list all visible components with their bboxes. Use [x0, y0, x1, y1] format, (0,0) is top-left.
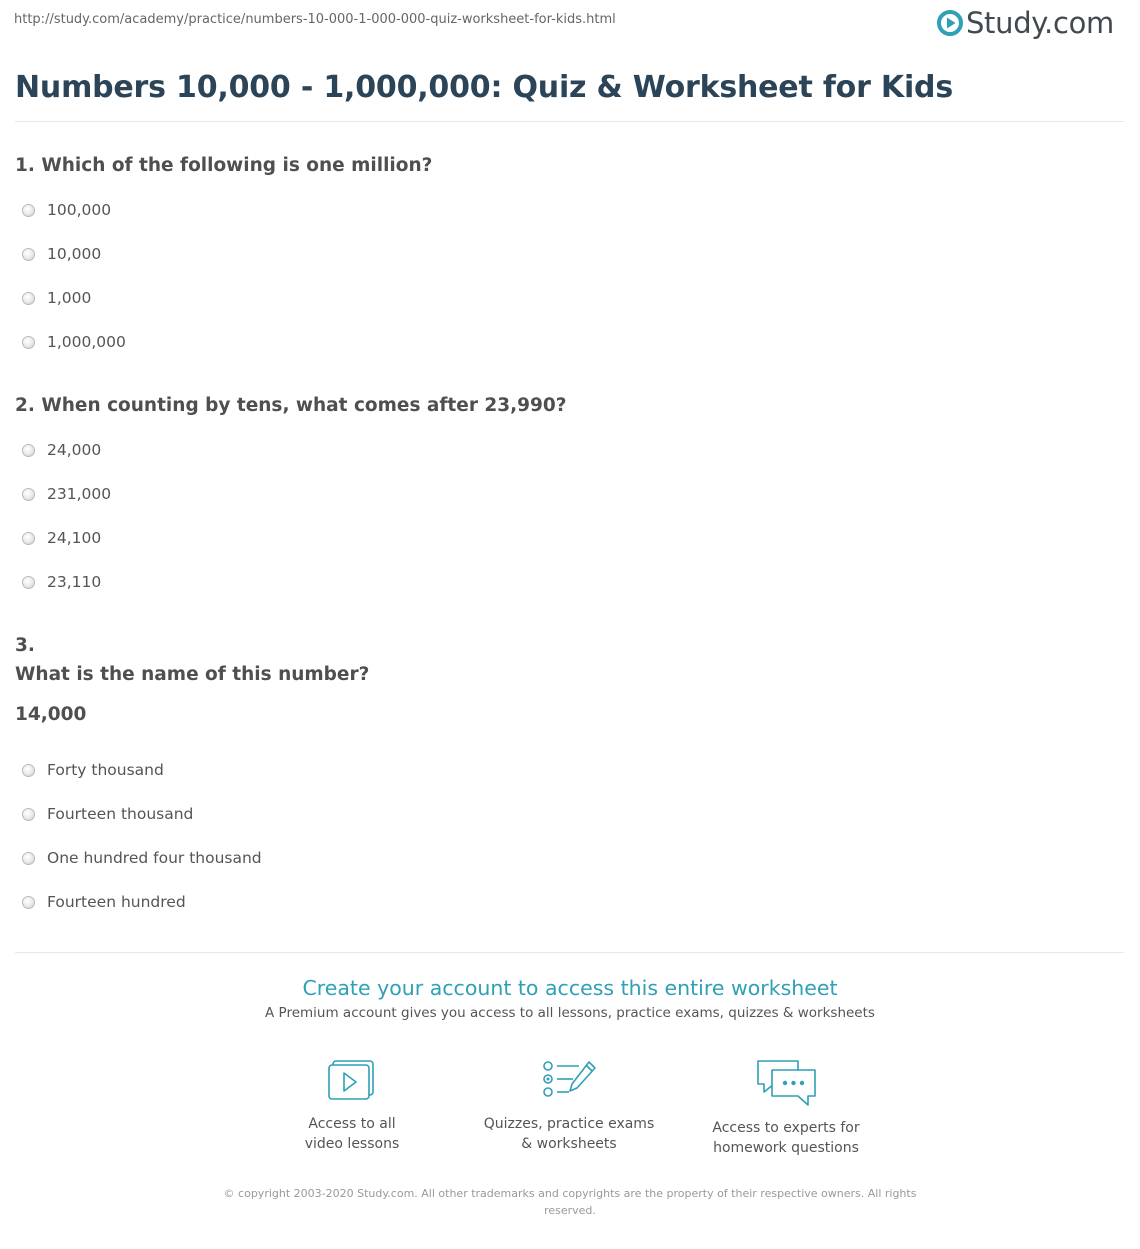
radio-button[interactable]	[22, 808, 35, 821]
video-lessons-icon	[324, 1058, 380, 1104]
choice-label: 1,000	[47, 289, 92, 307]
choice-2-4[interactable]	[22, 572, 101, 592]
study-logo[interactable]	[937, 6, 1114, 40]
choice-label: 1,000,000	[47, 333, 126, 351]
quiz-checklist-icon	[539, 1058, 599, 1104]
copyright: © copyright 2003-2020 Study.com. All other trademarks and copyrights are the property of their respective owners. All rights reserved.	[223, 1187, 917, 1217]
choice-label: 23,110	[47, 573, 102, 591]
choice-label: One hundred four thousand	[47, 849, 262, 867]
question-3: What is the name of this number?	[15, 664, 370, 685]
choice-label: 24,100	[47, 529, 102, 547]
title-divider	[15, 121, 1124, 122]
feature-line: homework questions	[713, 1140, 859, 1156]
radio-button[interactable]	[22, 576, 35, 589]
feature-experts	[676, 1058, 896, 1158]
choice-2-2[interactable]	[22, 484, 111, 504]
choice-2-3[interactable]	[22, 528, 101, 548]
choice-3-4[interactable]	[22, 892, 186, 912]
choice-label: 10,000	[47, 245, 102, 263]
radio-button[interactable]	[22, 532, 35, 545]
choice-label: 100,000	[47, 201, 112, 219]
feature-line: Access to all	[308, 1116, 396, 1132]
choice-3-3[interactable]	[22, 848, 262, 868]
play-circle-icon	[937, 10, 963, 36]
feature-line: Access to experts for	[712, 1120, 860, 1136]
radio-button[interactable]	[22, 488, 35, 501]
chat-experts-icon	[754, 1058, 818, 1108]
cta-subtitle: A Premium account gives you access to all lessons, practice exams, quizzes & worksheets	[265, 1005, 875, 1021]
choice-label: 231,000	[47, 485, 112, 503]
choice-3-1[interactable]	[22, 760, 164, 780]
radio-button[interactable]	[22, 336, 35, 349]
choice-label: Forty thousand	[47, 761, 164, 779]
choice-label: Fourteen hundred	[47, 893, 186, 911]
radio-button[interactable]	[22, 764, 35, 777]
choice-1-2[interactable]	[22, 244, 101, 264]
cta-divider	[15, 952, 1124, 953]
create-account-link[interactable]: Create your account to access this entire worksheet	[302, 976, 838, 1000]
page-url: http://study.com/academy/practice/numbers-10-000-1-000-000-quiz-worksheet-for-kids.html	[14, 12, 616, 27]
choice-1-4[interactable]	[22, 332, 126, 352]
question-1: 1. Which of the following is one million?	[15, 155, 433, 176]
logo-text: Study.com	[965, 6, 1114, 40]
choice-1-1[interactable]	[22, 200, 111, 220]
feature-line: video lessons	[304, 1136, 400, 1152]
choice-1-3[interactable]	[22, 288, 91, 308]
radio-button[interactable]	[22, 292, 35, 305]
question-2: 2. When counting by tens, what comes after 23,990?	[15, 395, 567, 416]
radio-button[interactable]	[22, 248, 35, 261]
choice-label: Fourteen thousand	[47, 805, 194, 823]
question-3-number: 3.	[15, 635, 35, 656]
radio-button[interactable]	[22, 444, 35, 457]
feature-quizzes	[459, 1058, 679, 1154]
radio-button[interactable]	[22, 896, 35, 909]
question-3-number-shown: 14,000	[15, 704, 87, 725]
radio-button[interactable]	[22, 852, 35, 865]
feature-line: Quizzes, practice exams	[483, 1116, 655, 1132]
feature-video-lessons	[242, 1058, 462, 1154]
choice-2-1[interactable]	[22, 440, 101, 460]
feature-line: & worksheets	[521, 1136, 617, 1152]
radio-button[interactable]	[22, 204, 35, 217]
page-title: Numbers 10,000 - 1,000,000: Quiz & Worksheet for Kids	[15, 70, 953, 105]
choice-label: 24,000	[47, 441, 102, 459]
choice-3-2[interactable]	[22, 804, 193, 824]
